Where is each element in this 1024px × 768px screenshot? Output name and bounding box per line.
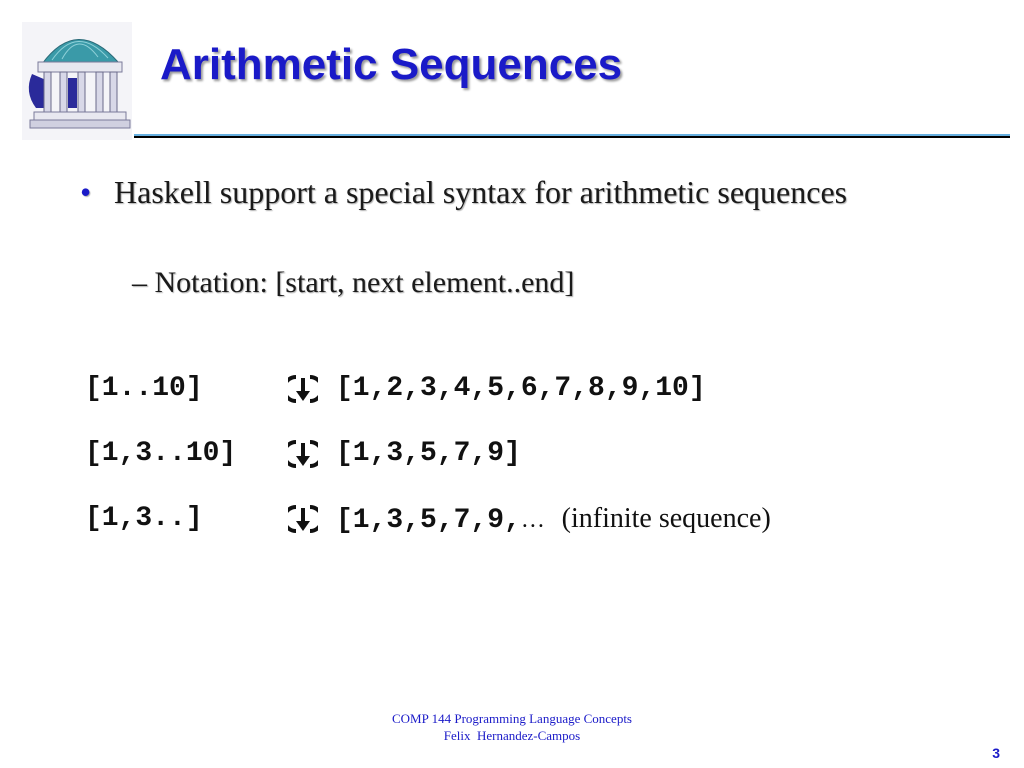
arrow-icon (288, 504, 318, 534)
ellipsis: … (520, 507, 545, 533)
example-expression: [1..10] (85, 373, 203, 404)
example-result-line (336, 503, 771, 536)
bullet-text: Haskell support a special syntax for arithmetic sequences (114, 174, 848, 210)
example-note: (infinite sequence) (561, 503, 771, 534)
example-expression: [1,3..] (85, 503, 203, 534)
bullet-marker: • (80, 174, 92, 210)
old-well-logo-image (22, 22, 132, 140)
footer-course: COMP 144 Programming Language Concepts (392, 711, 632, 726)
example-result: [1,2,3,4,5,6,7,8,9,10] (336, 373, 706, 404)
footer-author: Felix Hernandez-Campos (443, 728, 581, 743)
arrow-icon (288, 439, 318, 469)
example-result: [1,3,5,7,9, (336, 505, 521, 536)
example-result: [1,3,5,7,9] (336, 438, 521, 469)
arrow-icon (288, 374, 318, 404)
sub-bullet-text: – Notation: [start, next element..end] (132, 266, 575, 299)
slide-footer (0, 710, 1024, 744)
title-underline-highlight (134, 134, 1010, 136)
page-number: 3 (992, 745, 1000, 761)
old-well-logo (22, 22, 132, 140)
example-expression: [1,3..10] (85, 438, 237, 469)
slide-title: Arithmetic Sequences (160, 40, 623, 89)
bullet-item (80, 172, 880, 212)
